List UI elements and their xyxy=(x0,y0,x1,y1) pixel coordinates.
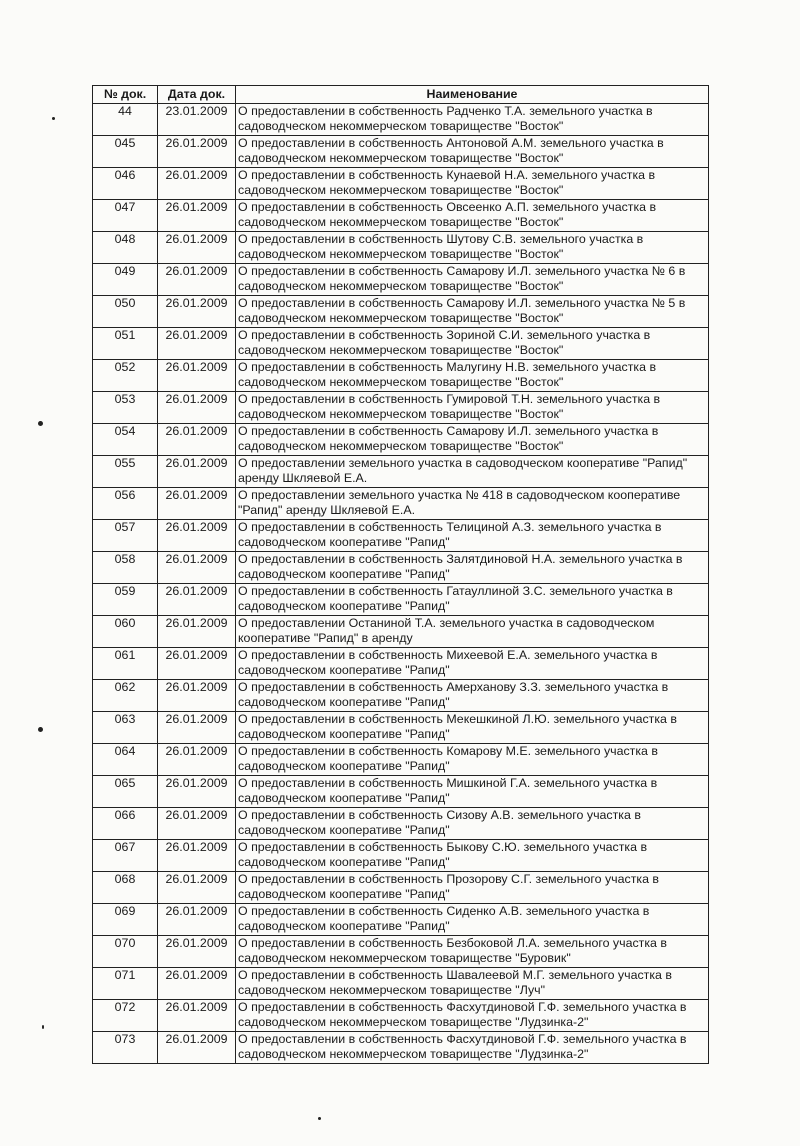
table-row xyxy=(93,584,709,616)
table-row xyxy=(93,136,709,168)
doc-number-cell: 060 xyxy=(93,616,158,648)
doc-date-cell: 26.01.2009 xyxy=(158,968,236,1000)
doc-title-cell: О предоставлении в собственность Шутову С.В. земельного участка в садоводческом некоммерческом товариществе "Восток" xyxy=(236,232,709,264)
doc-date-cell: 26.01.2009 xyxy=(158,936,236,968)
doc-date-cell: 26.01.2009 xyxy=(158,904,236,936)
doc-number-cell: 069 xyxy=(93,904,158,936)
table-row xyxy=(93,328,709,360)
doc-date-cell: 26.01.2009 xyxy=(158,328,236,360)
doc-number-cell: 051 xyxy=(93,328,158,360)
doc-number-cell: 067 xyxy=(93,840,158,872)
doc-date-cell: 26.01.2009 xyxy=(158,840,236,872)
doc-date-cell: 26.01.2009 xyxy=(158,392,236,424)
doc-title-cell: О предоставлении в собственность Михеевой Е.А. земельного участка в садоводческом кооперативе "Рапид" xyxy=(236,648,709,680)
doc-date-cell: 26.01.2009 xyxy=(158,136,236,168)
doc-title-cell: О предоставлении в собственность Сиденко А.В. земельного участка в садоводческом кооперативе "Рапид" xyxy=(236,904,709,936)
table-row xyxy=(93,1032,709,1064)
doc-title-cell: О предоставлении в собственность Мишкиной Г.А. земельного участка в садоводческом кооперативе "Рапид" xyxy=(236,776,709,808)
table-row xyxy=(93,200,709,232)
documents-table xyxy=(92,85,709,1064)
doc-date-cell: 26.01.2009 xyxy=(158,360,236,392)
doc-title-cell: О предоставлении в собственность Сизову А.В. земельного участка в садоводческом кооперативе "Рапид" xyxy=(236,808,709,840)
table-row xyxy=(93,456,709,488)
doc-date-cell: 26.01.2009 xyxy=(158,808,236,840)
table-row xyxy=(93,168,709,200)
doc-date-cell: 23.01.2009 xyxy=(158,104,236,136)
table-row xyxy=(93,808,709,840)
doc-number-cell: 045 xyxy=(93,136,158,168)
table-row xyxy=(93,424,709,456)
scan-speck xyxy=(52,117,55,120)
doc-number-cell: 053 xyxy=(93,392,158,424)
doc-number-cell: 046 xyxy=(93,168,158,200)
scan-speck xyxy=(38,421,43,426)
doc-number-cell: 068 xyxy=(93,872,158,904)
doc-title-cell: О предоставлении в собственность Телициной А.З. земельного участка в садоводческом кооперативе "Рапид" xyxy=(236,520,709,552)
doc-number-cell: 054 xyxy=(93,424,158,456)
doc-number-cell: 072 xyxy=(93,1000,158,1032)
doc-title-cell: О предоставлении в собственность Самарову И.Л. земельного участка № 6 в садоводческом некоммерческом товариществе "Восток" xyxy=(236,264,709,296)
doc-title-cell: О предоставлении в собственность Гумировой Т.Н. земельного участка в садоводческом некоммерческом товариществе "Восток" xyxy=(236,392,709,424)
scan-speck xyxy=(318,1117,321,1120)
doc-number-cell: 064 xyxy=(93,744,158,776)
doc-date-cell: 26.01.2009 xyxy=(158,584,236,616)
doc-date-cell: 26.01.2009 xyxy=(158,200,236,232)
doc-number-cell: 071 xyxy=(93,968,158,1000)
doc-title-cell: О предоставлении в собственность Радченко Т.А. земельного участка в садоводческом некоммерческом товариществе "Восток" xyxy=(236,104,709,136)
table-row xyxy=(93,744,709,776)
doc-date-cell: 26.01.2009 xyxy=(158,552,236,584)
doc-number-cell: 050 xyxy=(93,296,158,328)
doc-title-cell: О предоставлении в собственность Малугину Н.В. земельного участка в садоводческом некоммерческом товариществе "Восток" xyxy=(236,360,709,392)
doc-date-cell: 26.01.2009 xyxy=(158,680,236,712)
doc-number-cell: 052 xyxy=(93,360,158,392)
table-row xyxy=(93,616,709,648)
doc-title-cell: О предоставлении в собственность Мекешкиной Л.Ю. земельного участка в садоводческом кооперативе "Рапид" xyxy=(236,712,709,744)
table-row xyxy=(93,360,709,392)
doc-number-cell: 066 xyxy=(93,808,158,840)
header-doc-date: Дата док. xyxy=(158,86,236,104)
header-doc-title: Наименование xyxy=(236,86,709,104)
doc-number-cell: 048 xyxy=(93,232,158,264)
doc-number-cell: 073 xyxy=(93,1032,158,1064)
doc-number-cell: 063 xyxy=(93,712,158,744)
doc-title-cell: О предоставлении в собственность Амерханову З.З. земельного участка в садоводческом кооперативе "Рапид" xyxy=(236,680,709,712)
doc-number-cell: 047 xyxy=(93,200,158,232)
table-row xyxy=(93,488,709,520)
table-row xyxy=(93,680,709,712)
doc-date-cell: 26.01.2009 xyxy=(158,264,236,296)
doc-number-cell: 056 xyxy=(93,488,158,520)
table-row xyxy=(93,232,709,264)
table-row xyxy=(93,712,709,744)
doc-number-cell: 055 xyxy=(93,456,158,488)
doc-title-cell: О предоставлении в собственность Комарову М.Е. земельного участка в садоводческом кооперативе "Рапид" xyxy=(236,744,709,776)
table-row xyxy=(93,904,709,936)
table-row xyxy=(93,552,709,584)
table-row xyxy=(93,840,709,872)
doc-title-cell: О предоставлении Останиной Т.А. земельного участка в садоводческом кооперативе "Рапид" в аренду xyxy=(236,616,709,648)
doc-title-cell: О предоставлении земельного участка в садоводческом кооперативе "Рапид" аренду Шкляевой Е.А. xyxy=(236,456,709,488)
scan-speck xyxy=(42,1025,44,1029)
table-row xyxy=(93,296,709,328)
table-row xyxy=(93,1000,709,1032)
table-row xyxy=(93,872,709,904)
doc-title-cell: О предоставлении в собственность Прозорову С.Г. земельного участка в садоводческом кооперативе "Рапид" xyxy=(236,872,709,904)
doc-date-cell: 26.01.2009 xyxy=(158,872,236,904)
doc-title-cell: О предоставлении в собственность Безбоковой Л.А. земельного участка в садоводческом некоммерческом товариществе "Буровик" xyxy=(236,936,709,968)
table-row xyxy=(93,264,709,296)
table-row xyxy=(93,776,709,808)
doc-date-cell: 26.01.2009 xyxy=(158,488,236,520)
doc-title-cell: О предоставлении в собственность Быкову С.Ю. земельного участка в садоводческом кооперативе "Рапид" xyxy=(236,840,709,872)
table-row xyxy=(93,104,709,136)
doc-date-cell: 26.01.2009 xyxy=(158,424,236,456)
doc-title-cell: О предоставлении земельного участка № 418 в садоводческом кооперативе "Рапид" аренду Шкляевой Е.А. xyxy=(236,488,709,520)
doc-number-cell: 059 xyxy=(93,584,158,616)
table-row xyxy=(93,936,709,968)
doc-number-cell: 065 xyxy=(93,776,158,808)
doc-date-cell: 26.01.2009 xyxy=(158,520,236,552)
table-row xyxy=(93,392,709,424)
doc-date-cell: 26.01.2009 xyxy=(158,712,236,744)
doc-title-cell: О предоставлении в собственность Шавалеевой М.Г. земельного участка в садоводческом некоммерческом товариществе "Луч" xyxy=(236,968,709,1000)
doc-number-cell: 44 xyxy=(93,104,158,136)
table-row xyxy=(93,968,709,1000)
doc-date-cell: 26.01.2009 xyxy=(158,456,236,488)
table-row xyxy=(93,520,709,552)
doc-date-cell: 26.01.2009 xyxy=(158,616,236,648)
doc-number-cell: 058 xyxy=(93,552,158,584)
table-header-row xyxy=(93,86,709,104)
doc-date-cell: 26.01.2009 xyxy=(158,744,236,776)
doc-title-cell: О предоставлении в собственность Фасхутдиновой Г.Ф. земельного участка в садоводческом некоммерческом товариществе "Лудзинка-2" xyxy=(236,1000,709,1032)
doc-title-cell: О предоставлении в собственность Самарову И.Л. земельного участка в садоводческом некоммерческом товариществе "Восток" xyxy=(236,424,709,456)
doc-number-cell: 061 xyxy=(93,648,158,680)
doc-title-cell: О предоставлении в собственность Зориной С.И. земельного участка в садоводческом некоммерческом товариществе "Восток" xyxy=(236,328,709,360)
doc-title-cell: О предоставлении в собственность Гатауллиной З.С. земельного участка в садоводческом кооперативе "Рапид" xyxy=(236,584,709,616)
doc-date-cell: 26.01.2009 xyxy=(158,648,236,680)
doc-number-cell: 057 xyxy=(93,520,158,552)
doc-date-cell: 26.01.2009 xyxy=(158,296,236,328)
doc-title-cell: О предоставлении в собственность Самарову И.Л. земельного участка № 5 в садоводческом некоммерческом товариществе "Восток" xyxy=(236,296,709,328)
scan-speck xyxy=(38,727,43,732)
doc-number-cell: 062 xyxy=(93,680,158,712)
doc-date-cell: 26.01.2009 xyxy=(158,1032,236,1064)
doc-date-cell: 26.01.2009 xyxy=(158,776,236,808)
doc-date-cell: 26.01.2009 xyxy=(158,168,236,200)
doc-number-cell: 049 xyxy=(93,264,158,296)
doc-number-cell: 070 xyxy=(93,936,158,968)
doc-title-cell: О предоставлении в собственность Залятдиновой Н.А. земельного участка в садоводческом кооперативе "Рапид" xyxy=(236,552,709,584)
table-row xyxy=(93,648,709,680)
header-doc-number: № док. xyxy=(93,86,158,104)
doc-date-cell: 26.01.2009 xyxy=(158,232,236,264)
doc-title-cell: О предоставлении в собственность Овсеенко А.П. земельного участка в садоводческом некоммерческом товариществе "Восток" xyxy=(236,200,709,232)
doc-title-cell: О предоставлении в собственность Кунаевой Н.А. земельного участка в садоводческом некоммерческом товариществе "Восток" xyxy=(236,168,709,200)
doc-date-cell: 26.01.2009 xyxy=(158,1000,236,1032)
doc-title-cell: О предоставлении в собственность Антоновой А.М. земельного участка в садоводческом некоммерческом товариществе "Восток" xyxy=(236,136,709,168)
table-body xyxy=(93,104,709,1064)
doc-title-cell: О предоставлении в собственность Фасхутдиновой Г.Ф. земельного участка в садоводческом некоммерческом товариществе "Лудзинка-2" xyxy=(236,1032,709,1064)
